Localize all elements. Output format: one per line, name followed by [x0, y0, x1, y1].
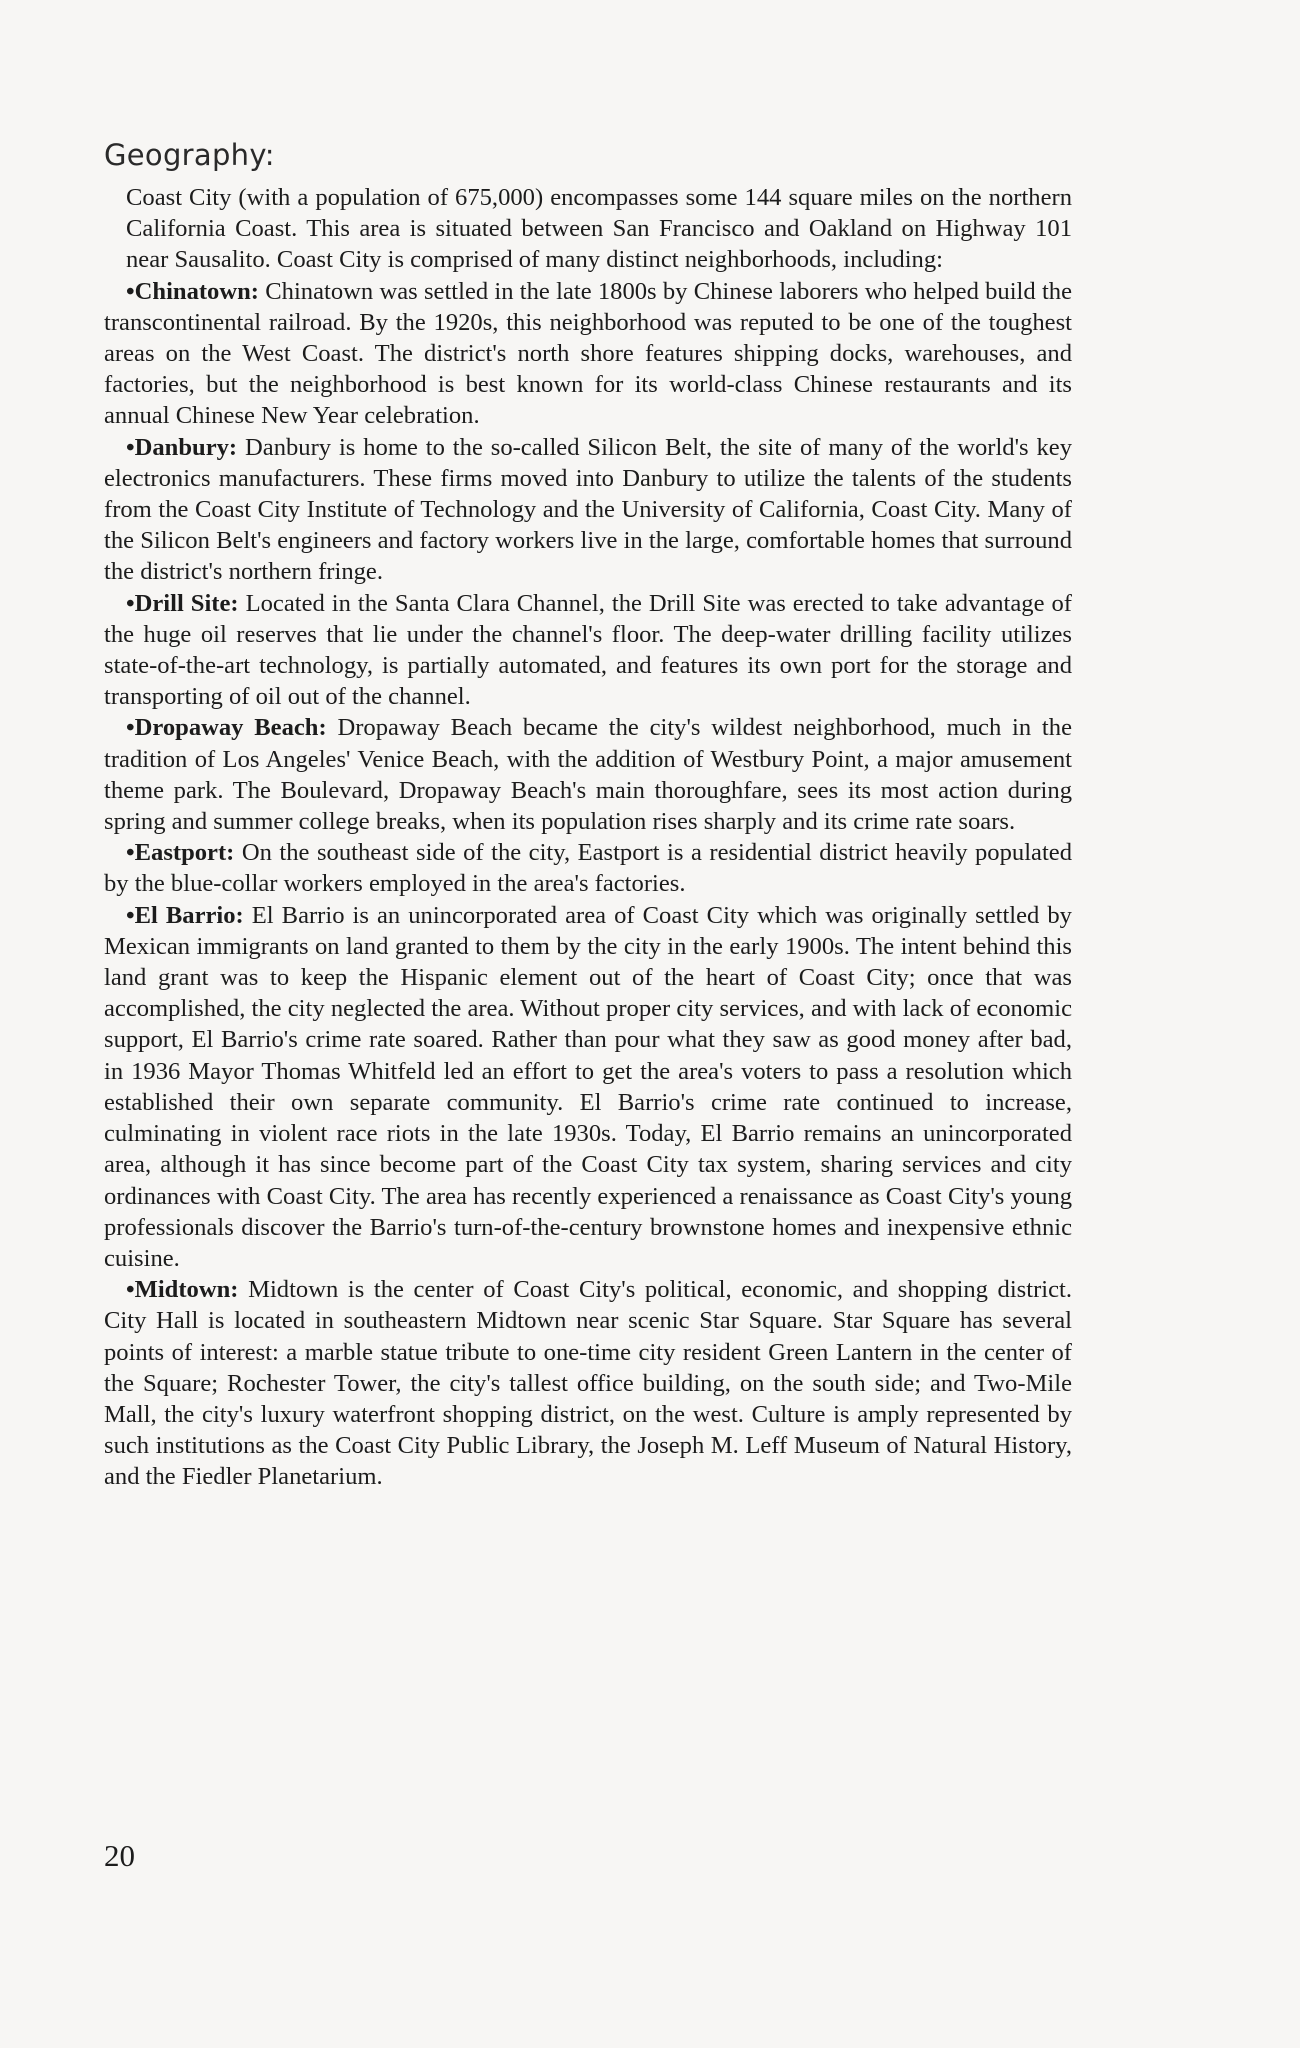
page-content — [104, 138, 1072, 1493]
bullet: • — [126, 589, 135, 617]
neighborhood-term: Dropaway Beach: — [134, 714, 327, 742]
neighborhood-entry-eastport — [104, 837, 1072, 899]
neighborhood-description: Chinatown was settled in the late 1800s by Chinese laborers who helped build the transcontinental railroad. By the 1920s, this neighborhood was reputed to be one of the toughest areas on the West Coast. The district's north shore features shipping docks, warehouses, and factories, but the neighborhood is best known for its world-class Chinese restaurants and its annual Chinese New Year celebration. — [104, 277, 1072, 430]
neighborhood-entry-danbury — [104, 432, 1072, 588]
section-heading: Geography: — [104, 138, 275, 172]
bullet: • — [126, 839, 135, 867]
neighborhood-entry-chinatown — [104, 276, 1072, 432]
bullet: • — [126, 901, 135, 929]
neighborhood-term: Drill Site: — [134, 589, 239, 617]
neighborhood-description: Midtown is the center of Coast City's political, economic, and shopping district. City Hall is located in southeastern Midtown near scenic Star Square. Star Square has several points of interest: a marble statue tribute to one-time city resident Green Lantern in the center of the Square; Rochester Tower, the city's tallest office building, on the south side; and Two-Mile Mall, the city's luxury waterfront shopping district, on the west. Culture is amply represented by such institutions as the Coast City Public Library, the Joseph M. Leff Museum of Natural History, and the Fiedler Planetarium. — [104, 1276, 1072, 1491]
neighborhood-term: Danbury: — [134, 433, 238, 461]
neighborhood-description: On the southeast side of the city, Eastport is a residential district heavily populated by the blue-collar workers employed in the area's factories. — [104, 839, 1072, 898]
neighborhood-description: Dropaway Beach became the city's wildest neighborhood, much in the tradition of Los Angeles' Venice Beach, with the addition of Westbury Point, a major amusement theme park. The Boulevard, Dropaway Beach's main thoroughfare, sees its most action during spring and summer college breaks, when its population rises sharply and its crime rate soars. — [104, 714, 1072, 836]
intro-paragraph: Coast City (with a population of 675,000) encompasses some 144 square miles on the northern California Coast. This area is situated between San Francisco and Oakland on Highway 101 near Sausalito. Coast City is comprised of many distinct neighborhoods, including: — [126, 184, 1072, 274]
neighborhood-entry-midtown — [104, 1274, 1072, 1492]
neighborhood-term: Midtown: — [134, 1276, 239, 1304]
bullet: • — [126, 1276, 135, 1304]
neighborhood-description: Danbury is home to the so-called Silicon Belt, the site of many of the world's key electronics manufacturers. These firms moved into Danbury to utilize the talents of the students from the Coast City Institute of Technology and the University of California, Coast City. Many of the Silicon Belt's engineers and factory workers live in the large, comfortable homes that surround the district's northern fringe. — [104, 433, 1072, 586]
bullet: • — [126, 433, 135, 461]
neighborhood-entry-el-barrio — [104, 900, 1072, 1274]
page-number: 20 — [104, 1838, 135, 1873]
neighborhood-entry-drill-site — [104, 588, 1072, 713]
neighborhood-term: El Barrio: — [134, 901, 244, 929]
bullet: • — [126, 714, 135, 742]
neighborhood-entry-dropaway-beach — [104, 712, 1072, 837]
neighborhood-description: El Barrio is an unincorporated area of Coast City which was originally settled by Mexican immigrants on land granted to them by the city in the early 1900s. The intent behind this land grant was to keep the Hispanic element out of the heart of Coast City; once that was accomplished, the city neglected the area. Without proper city services, and with lack of economic support, El Barrio's crime rate soared. Rather than pour what they saw as good money after bad, in 1936 Mayor Thomas Whitfeld led an effort to get the area's voters to pass a resolution which established their own separate community. El Barrio's crime rate continued to increase, culminating in violent race riots in the late 1930s. Today, El Barrio remains an unincorporated area, although it has since become part of the Coast City tax system, sharing services and city ordinances with Coast City. The area has recently experienced a renaissance as Coast City's young professionals discover the Barrio's turn-of-the-century brownstone homes and inexpensive ethnic cuisine. — [104, 901, 1072, 1272]
bullet: • — [126, 277, 135, 305]
neighborhood-term: Chinatown: — [134, 277, 259, 305]
neighborhood-term: Eastport: — [134, 839, 235, 867]
neighborhood-description: Located in the Santa Clara Channel, the Drill Site was erected to take advantage of the huge oil reserves that lie under the channel's floor. The deep-water drilling facility utilizes state-of-the-art technology, is partially automated, and features its own port for the storage and transporting of oil out of the channel. — [104, 589, 1072, 711]
